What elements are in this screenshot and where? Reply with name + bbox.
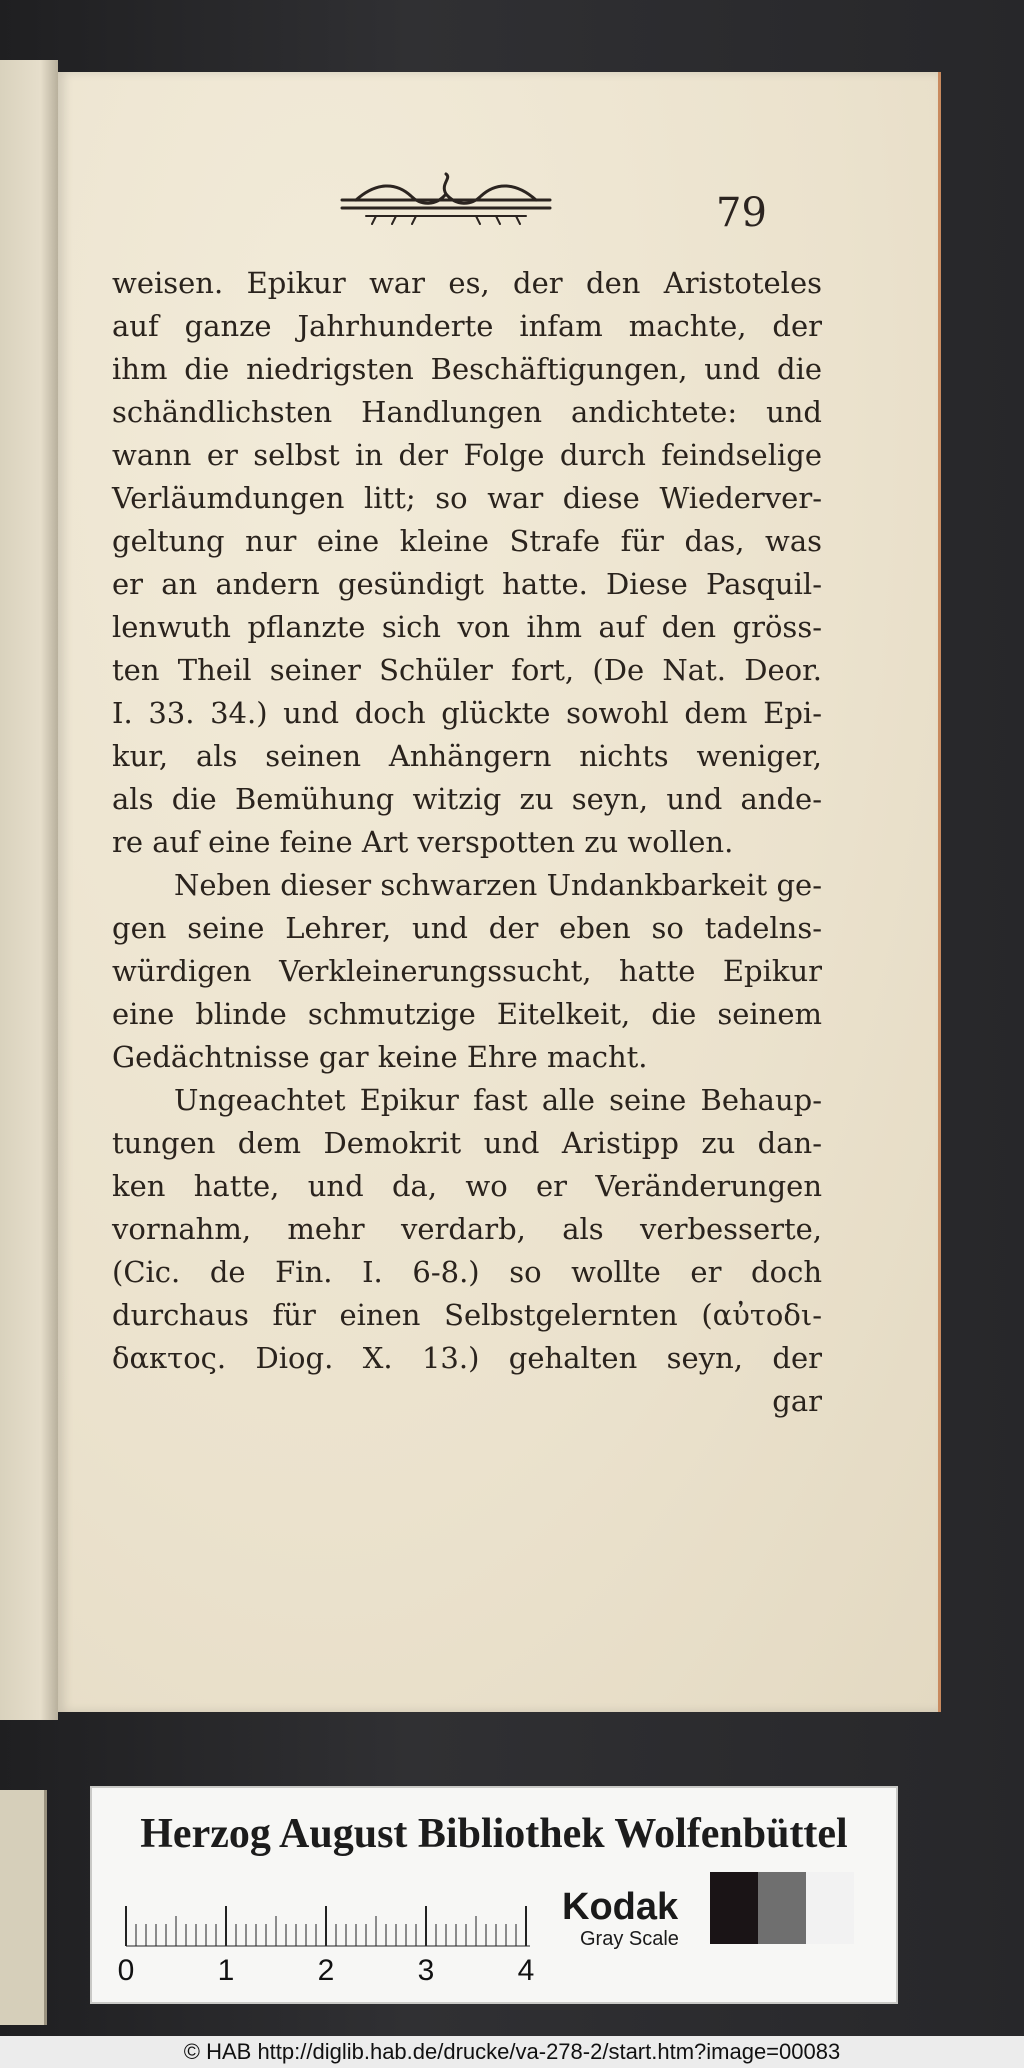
text-line: eine blinde schmutzige Eitelkeit, die seinem xyxy=(112,997,822,1031)
kodak-brand: Kodak xyxy=(562,1886,679,1928)
text-line: als die Bemühung witzig zu seyn, und ande- xyxy=(112,782,822,816)
ruler-number: 1 xyxy=(217,1954,235,1987)
text-line: durchaus für einen Selbstgelernten (αὐτοδι- xyxy=(112,1298,822,1332)
ruler-number: 0 xyxy=(117,1954,135,1987)
ruler-number: 2 xyxy=(317,1954,335,1987)
text-line: gen seine Lehrer, und der eben so tadelns- xyxy=(112,911,822,945)
text-line: weisen. Epikur war es, der den Aristoteles xyxy=(112,266,822,300)
ruler-number: 4 xyxy=(517,1954,535,1987)
text-line: Ungeachtet Epikur fast alle seine Behaup- xyxy=(174,1083,822,1117)
text-line: lenwuth pflanzte sich von ihm auf den gröss- xyxy=(112,610,822,644)
gray-scale-patches xyxy=(710,1872,854,1944)
text-line: würdigen Verkleinerungssucht, hatte Epikur xyxy=(112,954,822,988)
text-line: vornahm, mehr verdarb, als verbesserte, xyxy=(112,1212,822,1246)
text-line: auf ganze Jahrhunderte infam machte, der xyxy=(112,309,822,343)
previous-page-edge xyxy=(0,60,58,1720)
book-spine-edge xyxy=(0,1790,47,2025)
text-line: ten Theil seiner Schüler fort, (De Nat. Deor. xyxy=(112,653,822,687)
page-number: 79 xyxy=(716,190,767,236)
text-line: ihm die niedrigsten Beschäftigungen, und die xyxy=(112,352,822,386)
gray-patch-dark xyxy=(710,1872,758,1944)
gray-patch-light xyxy=(806,1872,854,1944)
gray-patch-mid xyxy=(758,1872,806,1944)
text-line: I. 33. 34.) und doch glückte sowohl dem Epi- xyxy=(112,696,822,730)
text-line: tungen dem Demokrit und Aristipp zu dan- xyxy=(112,1126,822,1160)
body-text xyxy=(112,262,822,1423)
text-line: wann er selbst in der Folge durch feindselige xyxy=(112,438,822,472)
text-line: (Cic. de Fin. I. 6-8.) so wollte er doch xyxy=(112,1255,822,1289)
text-line: geltung nur eine kleine Strafe für das, was xyxy=(112,524,822,558)
ruler-number: 3 xyxy=(417,1954,435,1987)
text-line: Verläumdungen litt; so war diese Wiederver- xyxy=(112,481,822,515)
text-line: Neben dieser schwarzen Undankbarkeit ge- xyxy=(174,868,822,902)
text-line: er an andern gesündigt hatte. Diese Pasquil- xyxy=(112,567,822,601)
copyright-footer: © HAB http://diglib.hab.de/drucke/va-278-2/start.htm?image=00083 xyxy=(0,2036,1024,2068)
text-line: kur, als seinen Anhängern nichts weniger, xyxy=(112,739,822,773)
text-line: δακτος. Diog. X. 13.) gehalten seyn, der xyxy=(112,1341,822,1375)
ruler-scale xyxy=(117,1888,540,1988)
book-page xyxy=(58,72,941,1712)
text-line: schändlichsten Handlungen andichtete: und xyxy=(112,395,822,429)
ornament-icon xyxy=(336,172,556,228)
archive-label xyxy=(90,1786,898,2004)
text-line: re auf eine feine Art verspotten zu wollen. xyxy=(112,825,734,859)
text-line: Gedächtnisse gar keine Ehre macht. xyxy=(112,1040,648,1074)
gray-scale-label: Gray Scale xyxy=(580,1928,679,1950)
library-name: Herzog August Bibliothek Wolfenbüttel xyxy=(140,1811,848,1857)
text-line: ken hatte, und da, wo er Veränderungen xyxy=(112,1169,822,1203)
text-line: gar xyxy=(772,1384,822,1418)
